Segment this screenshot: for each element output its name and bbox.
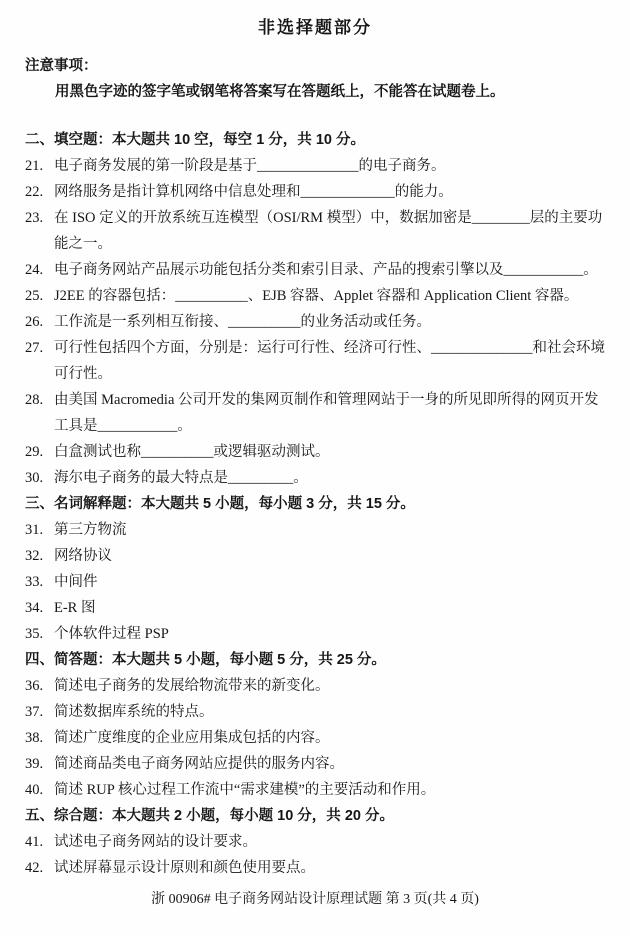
section-header: 二、填空题：本大题共 10 空，每空 1 分，共 10 分。 [25,132,365,148]
question-number: 33. [25,574,44,590]
question-number: 36. [25,678,44,694]
question-text: 网络协议 [54,548,112,564]
question-text: 海尔电子商务的最大特点是_________。 [54,470,308,486]
question-item [25,829,605,855]
question-number: 26. [25,314,44,330]
question-item [25,673,605,699]
section-header: 四、简答题：本大题共 5 小题，每小题 5 分，共 25 分。 [25,652,386,668]
question-text: 试述屏幕显示设计原则和颜色使用要点。 [54,860,315,876]
question-number: 23. [25,210,44,226]
question-list [25,127,605,881]
question-text: 试述电子商务网站的设计要求。 [54,834,257,850]
question-number: 28. [25,392,44,408]
question-item [25,283,605,309]
question-text: 电子商务发展的第一阶段是基于______________的电子商务。 [54,158,446,174]
question-text: 简述商品类电子商务网站应提供的服务内容。 [54,756,344,772]
question-item [25,257,605,283]
question-text: 可行性包括四个方面，分别是：运行可行性、经济可行性、______________和社会环境可行性。 [54,340,605,382]
question-item [25,725,605,751]
question-text: 电子商务网站产品展示功能包括分类和索引目录、产品的搜索引擎以及___________。 [54,262,598,278]
question-number: 32. [25,548,44,564]
question-number: 30. [25,470,44,486]
question-number: 42. [25,860,44,876]
question-text: 简述 RUP 核心过程工作流中“需求建模”的主要活动和作用。 [54,782,436,798]
question-item [25,699,605,725]
question-item [25,387,605,439]
question-item [25,517,605,543]
question-number: 29. [25,444,44,460]
section-header: 三、名词解释题：本大题共 5 小题，每小题 3 分，共 15 分。 [25,496,415,512]
question-item [25,569,605,595]
question-item [25,855,605,881]
question-item [25,179,605,205]
question-number: 40. [25,782,44,798]
notice-label: 注意事项： [25,58,98,74]
question-number: 21. [25,158,44,174]
question-text: 在 ISO 定义的开放系统互连模型（OSI/RM 模型）中，数据加密是________层的主要功能之一。 [54,210,603,252]
question-item [25,751,605,777]
question-number: 31. [25,522,44,538]
question-item [25,777,605,803]
question-number: 39. [25,756,44,772]
question-item [25,335,605,387]
question-text: J2EE 的容器包括：__________、EJB 容器、Applet 容器和 Application Client 容器。 [54,288,579,304]
notice-block [25,56,605,104]
question-item [25,439,605,465]
question-text: 网络服务是指计算机网络中信息处理和_____________的能力。 [54,184,453,200]
question-number: 34. [25,600,44,616]
question-text: 简述电子商务的发展给物流带来的新变化。 [54,678,330,694]
question-text: 由美国 Macromedia 公司开发的集网页制作和管理网站于一身的所见即所得的网页开发工具是___________。 [54,392,599,434]
page-footer: 浙 00906# 电子商务网站设计原理试题 第 3 页(共 4 页) [151,892,479,907]
question-number: 27. [25,340,44,356]
section-header: 五、综合题：本大题共 2 小题，每小题 10 分，共 20 分。 [25,808,394,824]
question-text: E-R 图 [54,600,96,616]
question-item [25,465,605,491]
question-item [25,543,605,569]
question-item [25,205,605,257]
question-item [25,309,605,335]
question-text: 简述广度维度的企业应用集成包括的内容。 [54,730,330,746]
question-item [25,595,605,621]
notice-text: 用黑色字迹的签字笔或钢笔将答案写在答题纸上，不能答在试题卷上。 [55,84,505,100]
question-item [25,153,605,179]
question-text: 中间件 [54,574,98,590]
question-number: 24. [25,262,44,278]
question-text: 简述数据库系统的特点。 [54,704,214,720]
question-text: 工作流是一系列相互衔接、__________的业务活动或任务。 [54,314,431,330]
question-number: 25. [25,288,44,304]
question-number: 37. [25,704,44,720]
question-number: 35. [25,626,44,642]
question-number: 22. [25,184,44,200]
question-number: 38. [25,730,44,746]
question-text: 个体软件过程 PSP [54,626,169,642]
question-text: 白盒测试也称__________或逻辑驱动测试。 [54,444,330,460]
question-number: 41. [25,834,44,850]
page-title: 非选择题部分 [258,18,372,37]
question-text: 第三方物流 [54,522,127,538]
question-item [25,621,605,647]
